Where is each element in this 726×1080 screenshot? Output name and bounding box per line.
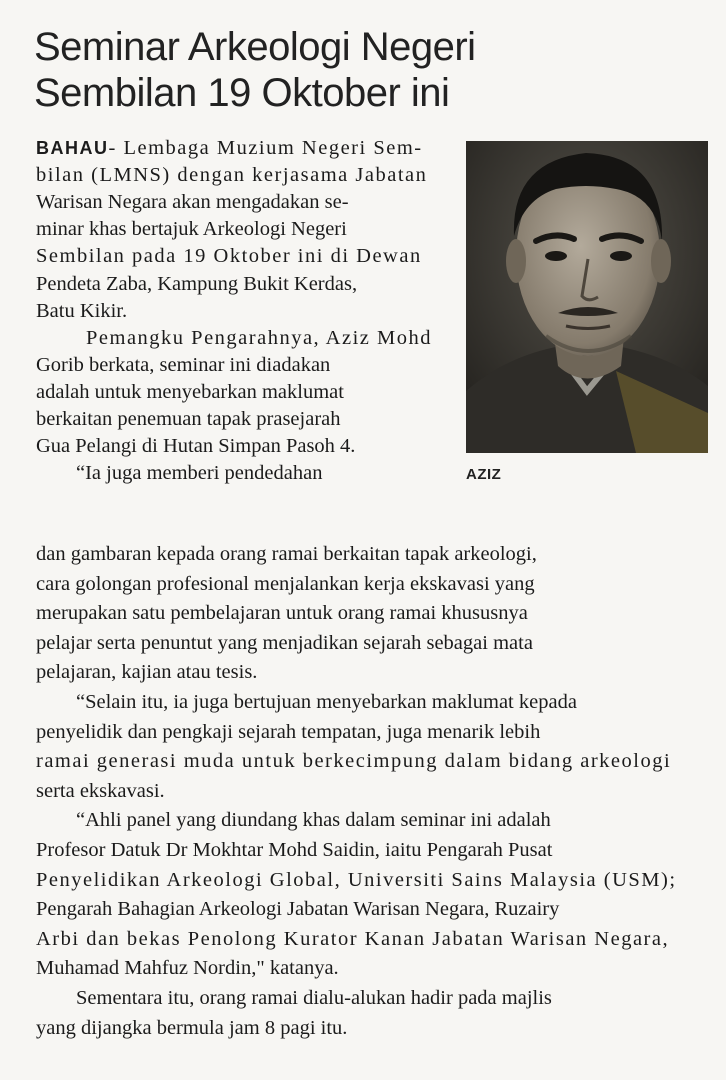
article-line-29: Sementara itu, orang ramai dialu-alukan hadir pada majlis [76,987,552,1009]
article-line-10: adalah untuk menyebarkan maklumat [36,380,344,403]
photo-caption: AZIZ [466,466,502,483]
article-line-13: “Ia juga memberi pendedahan [76,462,323,485]
portrait-photo [466,141,708,453]
article-line-24: Profesor Datuk Dr Mokhtar Mohd Saidin, iaitu Pengarah Pusat [36,839,553,861]
article-line-11: berkaitan penemuan tapak prasejarah [36,408,341,430]
article-line-7: Batu Kikir. [36,299,128,322]
article-line-3: Warisan Negara akan mengadakan se- [36,191,349,214]
article-line-25: Penyelidikan Arkeologi Global, Universiti Sains Malaysia (USM); [36,868,677,891]
article-line-19: “Selain itu, ia juga bertujuan menyebarkan maklumat kepada [76,691,577,713]
article-line-15: cara golongan profesional menjalankan kerja ekskavasi yang [36,572,535,595]
article-line-1: BAHAU- Lembaga Muzium Negeri Sem- [36,137,423,159]
article-line-26: Pengarah Bahagian Arkeologi Jabatan Warisan Negara, Ruzairy [36,898,560,921]
article-line-9: Gorib berkata, seminar ini diadakan [36,353,331,376]
article-line-4: minar khas bertajuk Arkeologi Negeri [36,218,347,241]
article-line-14: dan gambaran kepada orang ramai berkaitan tapak arkeologi, [36,543,537,565]
article-line-21: ramai generasi muda untuk berkecimpung dalam bidang arkeologi [36,750,672,773]
article-line-6: Pendeta Zaba, Kampung Bukit Kerdas, [36,272,358,295]
headline-line-2: Sembilan 19 Oktober ini [34,71,450,115]
article-line-23: “Ahli panel yang diundang khas dalam seminar ini adalah [76,809,551,832]
article-line-12: Gua Pelangi di Hutan Simpan Pasoh 4. [36,435,356,458]
article-line-28: Muhamad Mahfuz Nordin," katanya. [36,957,339,980]
article-line-18: pelajaran, kajian atau tesis. [36,661,258,684]
article-line-8: Pemangku Pengarahnya, Aziz Mohd [86,326,432,349]
article-line-5: Sembilan pada 19 Oktober ini di Dewan [36,245,422,268]
article-line-16: merupakan satu pembelajaran untuk orang ramai khususnya [36,602,528,625]
article-line-2: bilan (LMNS) dengan kerjasama Jabatan [36,164,428,187]
dateline: BAHAU [36,138,109,158]
article-line-30: yang dijangka bermula jam 8 pagi itu. [36,1016,348,1039]
headline-line-1: Seminar Arkeologi Negeri [34,25,476,69]
headline [34,24,634,116]
article-line-22: serta ekskavasi. [36,779,165,802]
article-line-27: Arbi dan bekas Penolong Kurator Kanan Jabatan Warisan Negara, [36,927,670,950]
article-line-20: penyelidik dan pengkaji sejarah tempatan, juga menarik lebih [36,720,541,743]
article-line-17: pelajar serta penuntut yang menjadikan sejarah sebagai mata [36,631,533,654]
